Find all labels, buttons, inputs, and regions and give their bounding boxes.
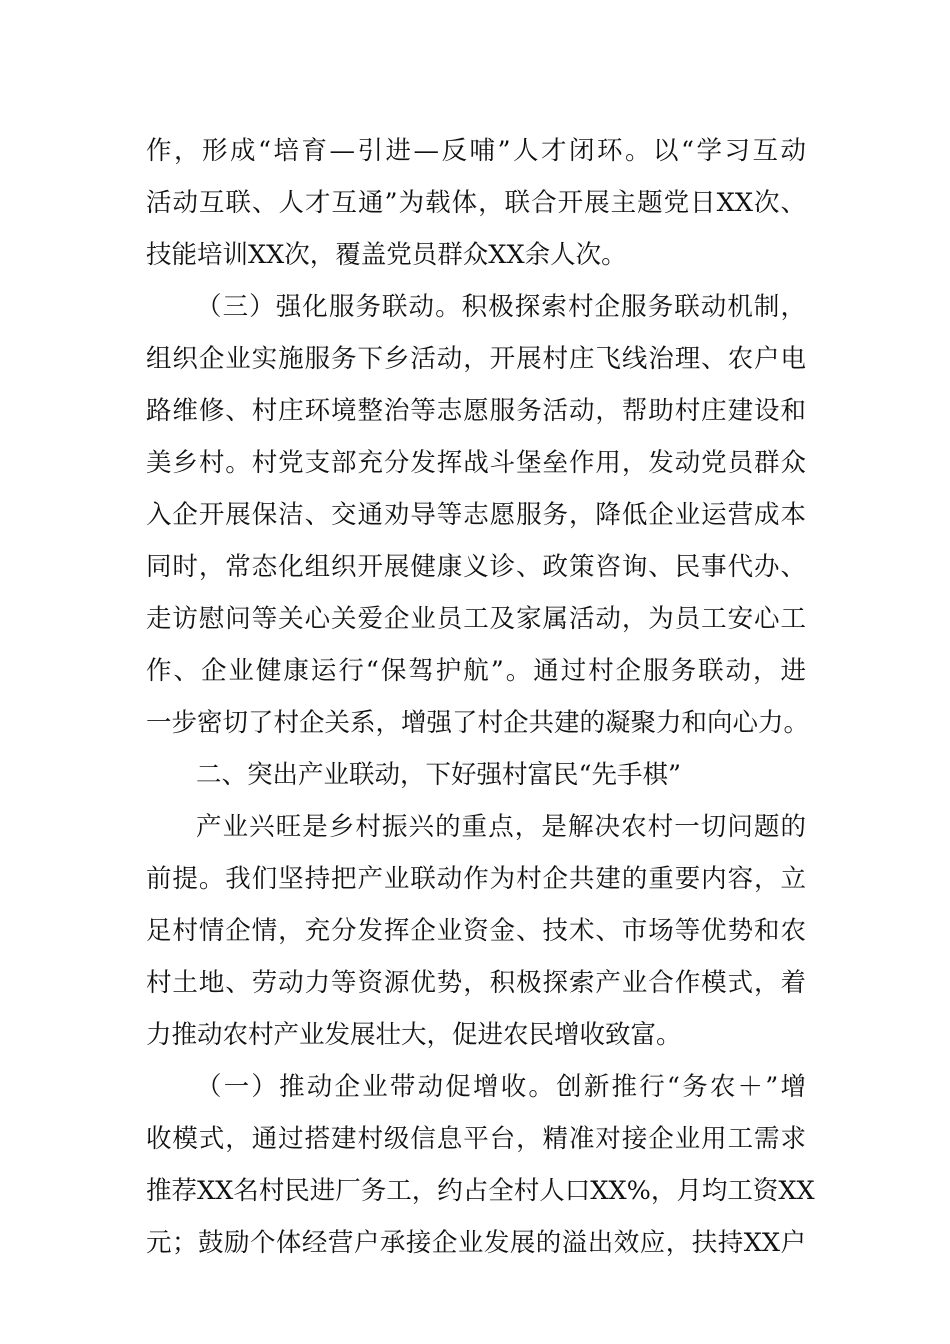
paragraph-line: 组织企业实施服务下乡活动，开展村庄飞线治理、农户电 <box>146 344 806 374</box>
paragraph-line: 入企开展保洁、交通劝导等志愿服务，降低企业运营成本 <box>146 500 806 530</box>
paragraph-line: 推荐XX名村民进厂务工，约占全村人口XX%，月均工资XX <box>146 1176 815 1206</box>
paragraph-line: 元；鼓励个体经营户承接企业发展的溢出效应，扶持XX户 <box>146 1228 806 1258</box>
paragraph-line: 村土地、劳动力等资源优势，积极探索产业合作模式，着 <box>146 968 806 998</box>
paragraph-line: 走访慰问等关心关爱企业员工及家属活动，为员工安心工 <box>146 604 806 634</box>
paragraph-line: 收模式，通过搭建村级信息平台，精准对接企业用工需求 <box>146 1124 806 1154</box>
paragraph-line: 前提。我们坚持把产业联动作为村企共建的重要内容，立 <box>146 864 806 894</box>
paragraph-line: 路维修、村庄环境整治等志愿服务活动，帮助村庄建设和 <box>146 396 806 426</box>
section-heading-line: （三）强化服务联动。积极探索村企服务联动机制， <box>196 292 806 322</box>
paragraph-line: 作，形成“培育—引进—反哺”人才闭环。以“学习互动 <box>146 136 806 166</box>
paragraph-line: 足村情企情，充分发挥企业资金、技术、市场等优势和农 <box>146 916 806 946</box>
paragraph-line: 美乡村。村党支部充分发挥战斗堡垒作用，发动党员群众 <box>146 448 806 478</box>
section-heading-line: （一）推动企业带动促增收。创新推行“务农＋”增 <box>196 1072 806 1102</box>
paragraph-line: 同时，常态化组织开展健康义诊、政策咨询、民事代办、 <box>146 552 806 582</box>
paragraph-line: 产业兴旺是乡村振兴的重点，是解决农村一切问题的 <box>196 812 806 842</box>
paragraph-line: 活动互联、人才互通”为载体，联合开展主题党日XX次、 <box>146 188 806 218</box>
paragraph-line: 一步密切了村企关系，增强了村企共建的凝聚力和向心力。 <box>146 708 810 738</box>
paragraph-line: 力推动农村产业发展壮大，促进农民增收致富。 <box>146 1020 682 1050</box>
section-title: 二、突出产业联动，下好强村富民“先手棋” <box>196 760 682 790</box>
paragraph-line: 技能培训XX次，覆盖党员群众XX余人次。 <box>146 240 627 270</box>
paragraph-line: 作、企业健康运行“保驾护航”。通过村企服务联动，进 <box>146 656 806 686</box>
